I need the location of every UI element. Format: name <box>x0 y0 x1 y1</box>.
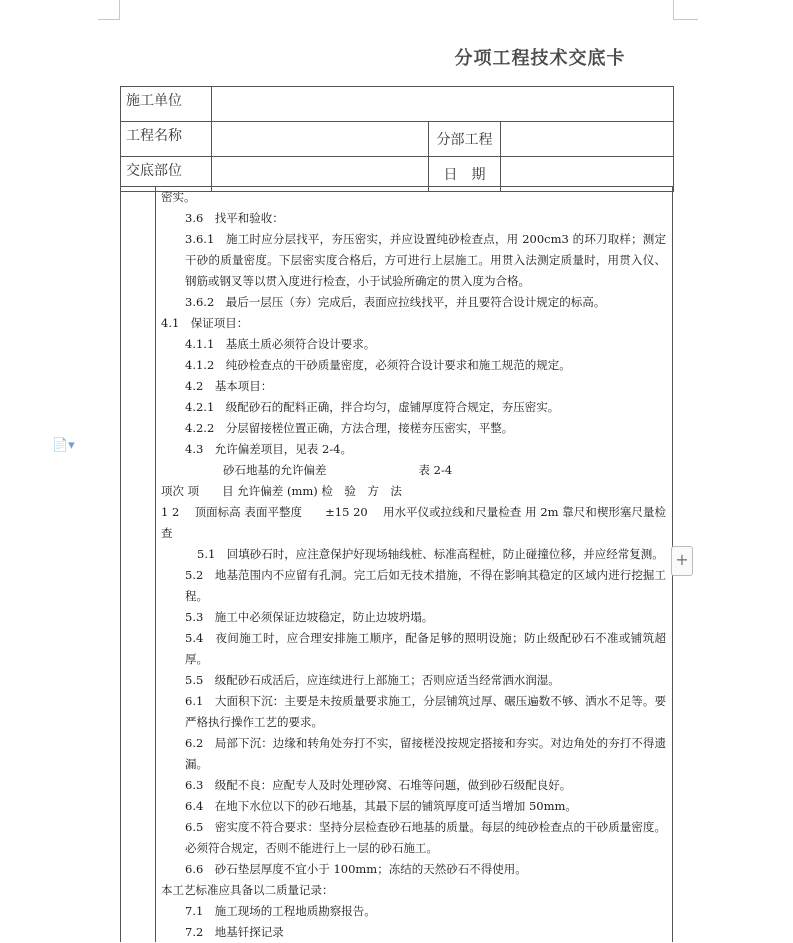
plus-icon[interactable]: + <box>671 546 693 576</box>
paragraph: 4.3 允许偏差项目，见表 2-4。 <box>185 442 352 456</box>
paragraph: 6.3 级配不良：应配专人及时处理砂窝、石堆等问题，做到砂石级配良好。 <box>185 778 572 792</box>
paragraph: 3.6.2 最后一层压（夯）完成后，表面应拉线找平，并且要符合设计规定的标高。 <box>185 295 606 309</box>
paragraph: 3.6.1 施工时应分层找平，夯压密实，并应设置纯砂检查点，用 200cm3 的环刀取样；测定干砂的质量密度。下层密实度合格后，方可进行上层施工。用贯入法测定质量时，用贯入仪、钢筋或钢叉等以贯入度进行检查，小于试验所确定的贯入度为合格。 <box>185 232 666 288</box>
header-table <box>120 86 674 192</box>
paragraph: 6.6 砂石垫层厚度不宜小于 100mm；冻结的天然砂石不得使用。 <box>185 862 527 876</box>
paragraph: 4.1.2 纯砂检查点的干砂质量密度，必须符合设计要求和施工规范的规定。 <box>185 358 571 372</box>
paragraph: 4.2.1 级配砂石的配料正确，拌合均匀，虚铺厚度符合规定，夯压密实。 <box>185 400 560 414</box>
crop-mark-top-left <box>98 0 120 20</box>
construction-unit-value[interactable] <box>212 87 674 122</box>
paragraph: 6.5 密实度不符合要求：坚持分层检查砂石地基的质量。每层的纯砂检查点的干砂质量密度。必须符合规定，否则不能进行上一层的砂石施工。 <box>185 820 666 855</box>
paragraph: 5.3 施工中必须保证边坡稳定，防止边坡坍塌。 <box>185 610 434 624</box>
paragraph: 项次 项 目 允许偏差 (mm) 检 验 方 法 <box>161 484 402 498</box>
document-icon[interactable]: 📄▾ <box>52 438 75 453</box>
paragraph: 6.2 局部下沉：边缘和转角处夯打不实，留接槎没按规定搭接和夯实。对边角处的夯打不得遗漏。 <box>185 736 666 771</box>
sub-project-label: 分部工程 <box>429 122 501 157</box>
paragraph: 4.2 基本项目： <box>185 379 273 393</box>
header-row-project <box>121 122 674 157</box>
handover-location-label: 交底部位 <box>121 157 212 192</box>
paragraph: 4.2.2 分层留接槎位置正确，方法合理，接槎夯压密实，平整。 <box>185 421 514 435</box>
header-row-unit <box>121 87 674 122</box>
paragraph: 6.4 在地下水位以下的砂石地基，其最下层的铺筑厚度可适当增加 50mm。 <box>185 799 577 813</box>
content-text <box>161 187 666 943</box>
sub-project-value[interactable] <box>501 122 674 157</box>
paragraph: 砂石地基的允许偏差 表 2-4 <box>223 463 453 477</box>
crop-mark-top-right <box>673 0 698 20</box>
paragraph: 7.1 施工现场的工程地质勘察报告。 <box>185 904 376 918</box>
content-divider <box>155 187 156 942</box>
project-name-label: 工程名称 <box>121 122 212 157</box>
paragraph: 6.1 大面积下沉：主要是未按质量要求施工，分层铺筑过厚、碾压遍数不够、洒水不足等。要严格执行操作工艺的要求。 <box>185 694 666 729</box>
paragraph: 5.5 级配砂石成活后，应连续进行上部施工；否则应适当经常洒水润湿。 <box>185 673 560 687</box>
paragraph: 3.6 找平和验收： <box>185 211 284 225</box>
paragraph: 4.1.1 基底土质必须符合设计要求。 <box>185 337 376 351</box>
paragraph: 本工艺标准应具备以二质量记录： <box>161 883 334 897</box>
date-label: 日 期 <box>429 157 501 192</box>
page-title: 分项工程技术交底卡 <box>454 48 626 69</box>
paragraph: 密实。 <box>161 190 196 204</box>
paragraph: 7.2 地基钎探记录 <box>185 925 284 939</box>
paragraph: 5.4 夜间施工时，应合理安排施工顺序，配备足够的照明设施；防止级配砂石不准或铺筑超厚。 <box>185 631 666 666</box>
paragraph: 4.1 保证项目： <box>161 316 249 330</box>
paragraph: 5.2 地基范围内不应留有孔洞。完工后如无技术措施，不得在影响其稳定的区域内进行挖掘工程。 <box>185 568 666 603</box>
construction-unit-label: 施工单位 <box>121 87 212 122</box>
paragraph: 5.1 回填砂石时，应注意保护好现场轴线桩、标准高程桩，防止碰撞位移，并应经常复测。 <box>197 547 664 561</box>
project-name-value[interactable] <box>212 122 429 157</box>
paragraph: 1 2 顶面标高 表面平整度 ±15 20 用水平仪或拉线和尺量检查 用 2m 靠尺和楔形塞尺量检查 <box>161 505 666 540</box>
